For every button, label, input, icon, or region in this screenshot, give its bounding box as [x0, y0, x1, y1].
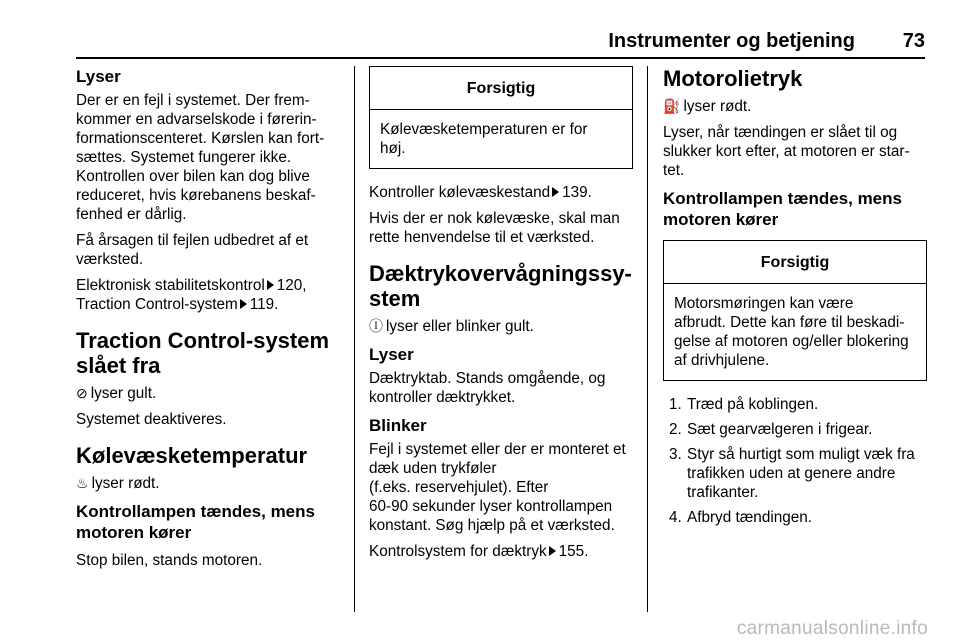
reference-label: Kontrolsystem for dæktryk	[369, 543, 547, 560]
section-heading-lamp-on	[76, 501, 338, 543]
reference-esc[interactable]	[76, 276, 338, 295]
column-divider-2	[647, 66, 648, 612]
reference-page: 139.	[562, 184, 592, 201]
text-line: fenhed er dårlig.	[76, 206, 187, 223]
text-line: dæk uden trykføler	[369, 460, 497, 477]
text-line: Der er en fejl i systemet. Der frem-	[76, 92, 310, 109]
paragraph-pressure-loss	[369, 369, 633, 407]
text-line: formationscenteret. Kørslen kan fort-	[76, 130, 325, 147]
text-line: gelse af motoren og/eller blokering	[674, 333, 909, 350]
section-heading-coolant: Kølevæsketemperatur	[76, 443, 308, 468]
text-line: værksted.	[76, 251, 144, 268]
step-number: 3.	[669, 446, 682, 463]
page-header	[76, 28, 925, 58]
step-number: 4.	[669, 509, 682, 526]
heading-line: Traction Control-system	[76, 328, 330, 353]
column-3	[663, 66, 927, 533]
text-line: trafikanter.	[687, 484, 759, 501]
reference-label: Elektronisk stabilitetskontrol	[76, 277, 265, 294]
section-heading-tpms	[369, 261, 633, 311]
status-text: lyser rødt.	[91, 475, 160, 492]
section-heading-lamp-on	[663, 188, 927, 230]
caution-title: Forsigtig	[664, 241, 926, 284]
text-line: sættes. Systemet fungerer ikke.	[76, 149, 292, 166]
steps-list	[663, 395, 927, 527]
text-line: reduceret, hvis kørebanens beskaf-	[76, 187, 316, 204]
caution-box-coolant	[369, 66, 633, 169]
text-line: Sæt gearvælgeren i frigear.	[687, 421, 873, 438]
text-line: slukker kort efter, at motoren er star-	[663, 143, 910, 160]
text-line: Afbryd tændingen.	[687, 509, 813, 526]
reference-label: Kontroller kølevæskestand	[369, 184, 551, 201]
heading-line: Kontrollampen tændes, mens	[663, 189, 902, 208]
text-line: konstant. Søg hjælp på et værksted.	[369, 517, 615, 534]
reference-arrow-icon	[549, 546, 556, 556]
heading-line: motoren kører	[76, 523, 192, 542]
header-title: Instrumenter og betjening	[608, 30, 855, 52]
page-number: 73	[902, 30, 925, 52]
text-line: rette henvendelse til et værksted.	[369, 229, 595, 246]
text-line: 60-90 sekunder lyser kontrollampen	[369, 498, 613, 515]
text-line: Fejl i systemet eller der er monteret et	[369, 441, 626, 458]
status-line-oil	[663, 97, 927, 116]
header-divider	[76, 57, 925, 59]
reference-coolant-level[interactable]	[369, 183, 633, 202]
list-item	[663, 395, 927, 414]
section-heading-blinker: Blinker	[369, 416, 427, 435]
paragraph-stop: Stop bilen, stands motoren.	[76, 552, 263, 569]
text-line: Dæktryktab. Stands omgående, og	[369, 370, 606, 387]
section-heading-traction-off	[76, 328, 338, 378]
reference-arrow-icon	[552, 187, 559, 197]
text-line: Træd på koblingen.	[687, 396, 819, 413]
heading-line: motoren kører	[663, 210, 779, 229]
column-1	[76, 66, 338, 577]
step-number: 1.	[669, 396, 682, 413]
step-number: 2.	[669, 421, 682, 438]
section-heading-oil-pressure: Motorolietryk	[663, 66, 803, 91]
paragraph-deactivated: Systemet deaktiveres.	[76, 411, 227, 428]
text-line: Kølevæsketemperaturen er for	[380, 121, 588, 138]
text-line: tet.	[663, 162, 685, 179]
column-divider-1	[354, 66, 355, 612]
text-line: trafikken uden at genere andre	[687, 465, 896, 482]
status-text: lyser gult.	[90, 385, 157, 402]
list-item	[663, 420, 927, 439]
caution-title: Forsigtig	[370, 67, 632, 110]
column-2	[369, 66, 633, 568]
section-heading-lyser: Lyser	[76, 67, 121, 86]
list-item	[663, 445, 927, 502]
reference-tpms[interactable]	[369, 542, 633, 561]
text-line: Få årsagen til fejlen udbedret af et	[76, 232, 309, 249]
text-line: (f.eks. reservehjulet). Efter	[369, 479, 549, 496]
watermark: carmanualsonline.info	[736, 618, 928, 639]
text-line: af drivhjulene.	[674, 352, 770, 369]
status-line-coolant	[76, 474, 338, 493]
reference-tc[interactable]	[76, 295, 338, 314]
heading-line: Dæktrykovervågningssy-	[369, 261, 632, 286]
paragraph-enough-coolant	[369, 209, 633, 247]
text-line: afbrudt. Dette kan føre til beskadi-	[674, 314, 905, 331]
reference-label: Traction Control-system	[76, 296, 238, 313]
status-line-traction-off	[76, 384, 338, 403]
text-line: kontroller dæktrykket.	[369, 389, 516, 406]
oil-can-icon: ⛽	[663, 98, 681, 114]
reference-page: 120,	[276, 277, 307, 294]
reference-arrow-icon	[240, 299, 247, 309]
text-line: kommer en advarselskode i førerin-	[76, 111, 317, 128]
status-text: lyser rødt.	[683, 98, 752, 115]
text-line: høj.	[380, 140, 406, 157]
heading-line: slået fra	[76, 353, 161, 378]
paragraph-fault	[76, 91, 338, 224]
heading-line: stem	[369, 286, 421, 311]
tire-pressure-icon: Ⓘ	[369, 318, 383, 334]
section-heading-lyser: Lyser	[369, 345, 414, 364]
status-line-tpms	[369, 317, 633, 336]
traction-off-icon: ⊘	[76, 385, 88, 401]
text-line: Hvis der er nok kølevæske, skal man	[369, 210, 620, 227]
list-item	[663, 508, 927, 527]
reference-page: 119.	[249, 296, 279, 313]
reference-arrow-icon	[267, 280, 274, 290]
paragraph-system-fault	[369, 440, 633, 535]
text-line: Styr så hurtigt som muligt væk fra	[687, 446, 915, 463]
text-line: Motorsmøringen kan være	[674, 295, 854, 312]
heading-line: Kontrollampen tændes, mens	[76, 502, 315, 521]
coolant-temperature-icon: ♨	[76, 475, 89, 491]
caution-body	[370, 110, 632, 168]
text-line: Lyser, når tændingen er slået til og	[663, 124, 898, 141]
paragraph-references	[76, 276, 338, 314]
reference-page: 155.	[558, 543, 589, 560]
caution-box-oil	[663, 240, 927, 381]
caution-body	[664, 284, 926, 380]
status-text: lyser eller blinker gult.	[386, 318, 534, 335]
paragraph-workshop	[76, 231, 338, 269]
text-line: Kontrollen over bilen kan dog blive	[76, 168, 310, 185]
paragraph-oil-lamp	[663, 123, 927, 180]
